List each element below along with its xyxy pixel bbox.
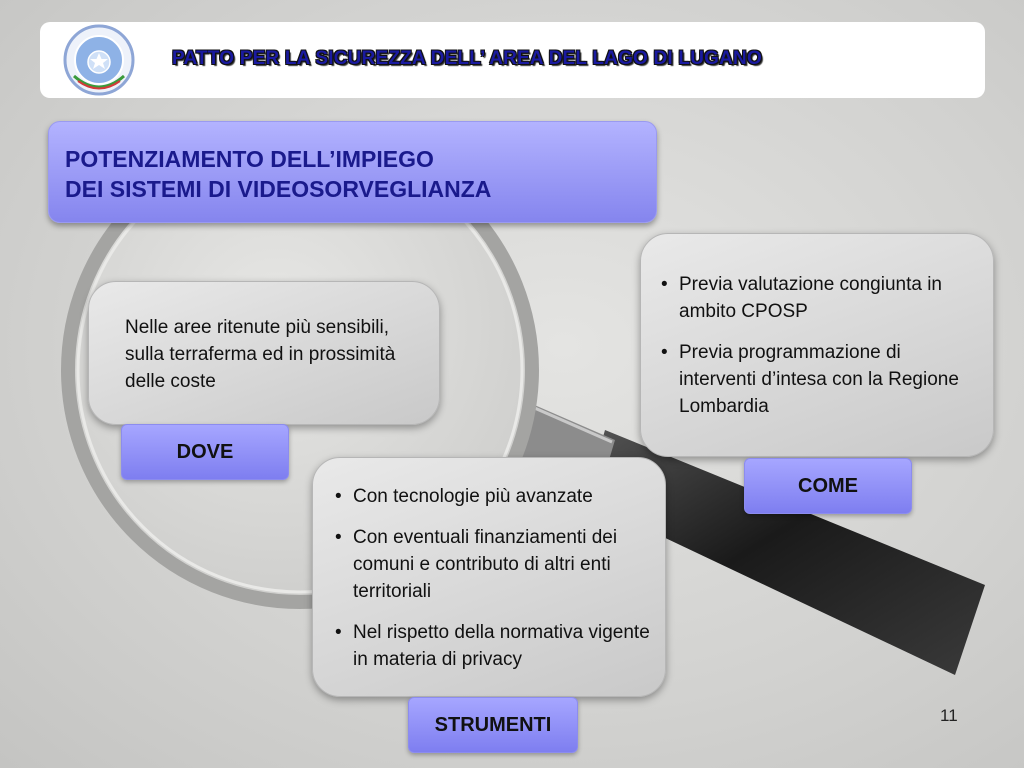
main-title-box [48, 121, 657, 223]
come-card [640, 233, 994, 457]
come-list [659, 271, 979, 434]
header-bar [40, 22, 985, 98]
strumenti-item-2: • Con eventuali finanziamenti dei comuni e contributo di altri enti territoriali [333, 524, 653, 605]
dove-card [88, 281, 440, 425]
strumenti-item-1: • Con tecnologie più avanzate [333, 483, 653, 510]
strumenti-item-3: • Nel rispetto della normativa vigente in materia di privacy [333, 619, 653, 673]
dove-text: Nelle aree ritenute più sensibili, sulla terraferma ed in prossimità delle coste [125, 317, 396, 392]
header-title: PATTO PER LA SICUREZZA DELL’ AREA DEL LAGO DI LUGANO [172, 48, 762, 69]
main-title-line-1: POTENZIAMENTO DELL’IMPIEGO [65, 146, 434, 172]
page-number: 11 [940, 706, 958, 725]
come-label: COME [744, 458, 912, 514]
strumenti-label: STRUMENTI [408, 697, 578, 753]
dove-label: DOVE [121, 424, 289, 480]
ministry-seal-logo [62, 24, 136, 96]
come-item-2: • Previa programmazione di interventi d’intesa con la Regione Lombardia [659, 339, 979, 420]
strumenti-list [333, 483, 653, 687]
strumenti-card [312, 457, 666, 697]
main-title-line-2: DEI SISTEMI DI VIDEOSORVEGLIANZA [65, 176, 492, 202]
come-item-1: • Previa valutazione congiunta in ambito CPOSP [659, 271, 979, 325]
